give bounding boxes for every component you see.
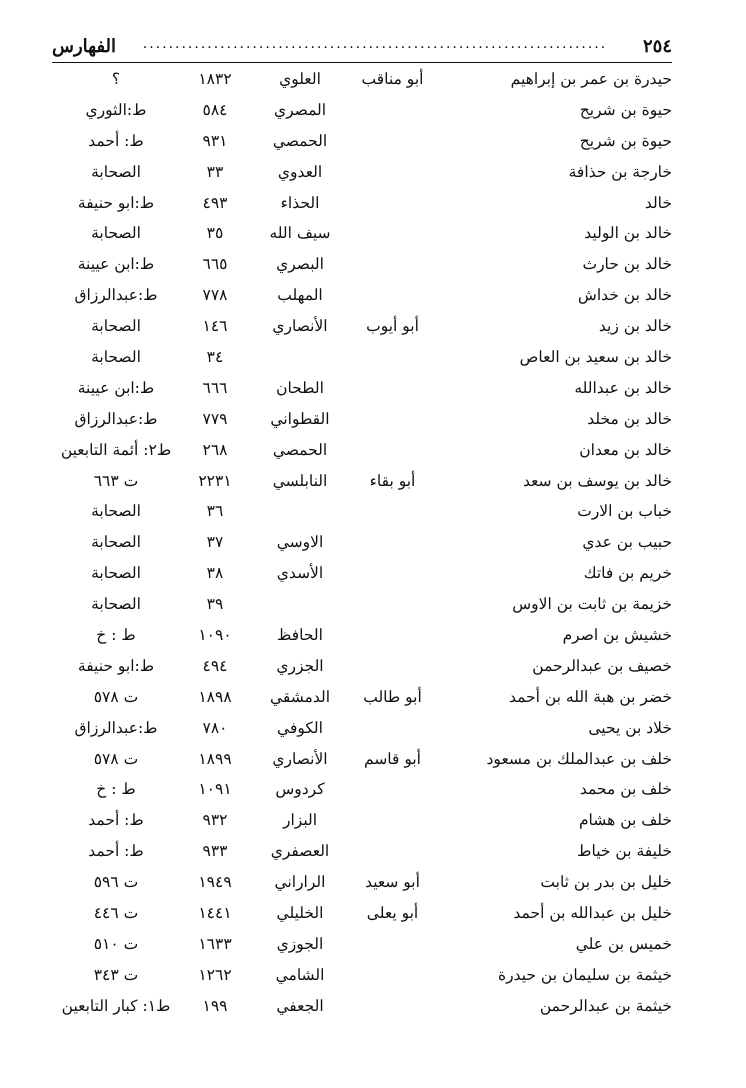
nisba: الجعفي xyxy=(276,996,324,1015)
source-class: ط: أحمد xyxy=(88,842,144,861)
table-row xyxy=(52,465,672,496)
entry-number: ١٩٩ xyxy=(202,996,228,1015)
person-name: حيوة بن شريح xyxy=(579,131,672,150)
entry-number: ٣٥ xyxy=(206,224,224,243)
person-name: خالد بن خداش xyxy=(577,286,672,305)
nisba: المصري xyxy=(273,100,327,119)
table-row xyxy=(52,588,672,619)
person-name: خشيش بن اصرم xyxy=(562,626,672,645)
person-name: خليل بن عبدالله بن أحمد xyxy=(513,904,672,923)
person-name: خالد بن عبدالله xyxy=(574,378,672,397)
table-row xyxy=(52,187,672,218)
source-class: ط:ابن عيينة xyxy=(77,378,155,397)
source-class: ت ٥٧٨ xyxy=(93,749,139,768)
person-name: حيدرة بن عمر بن إبراهيم xyxy=(510,70,672,88)
source-class: ط:ابو حنيفة xyxy=(77,656,155,675)
kunya: أبو قاسم xyxy=(364,749,421,768)
table-row xyxy=(52,94,672,125)
source-class: ط٢: أئمة التابعين xyxy=(60,440,172,459)
entry-number: ٥٨٤ xyxy=(202,100,228,119)
entry-number: ٦٦٥ xyxy=(202,255,228,274)
table-row xyxy=(52,310,672,341)
entry-number: ٤٩٣ xyxy=(202,193,228,212)
person-name: خيثمة بن سليمان بن حيدرة xyxy=(497,965,672,984)
table-row xyxy=(52,557,672,588)
source-class: الصحابة xyxy=(91,317,141,336)
source-class: ط : خ xyxy=(96,626,136,645)
person-name: حبيب بن عدي xyxy=(582,533,672,552)
table-row xyxy=(52,773,672,804)
table-row xyxy=(52,804,672,835)
table-row xyxy=(52,897,672,928)
source-class: الصحابة xyxy=(91,595,141,614)
source-class: ت ٥١٠ xyxy=(93,934,139,953)
person-name: خليل بن بدر بن ثابت xyxy=(540,873,672,892)
entry-number: ٣٦ xyxy=(206,502,224,521)
table-row xyxy=(52,156,672,187)
entry-number: ١٨٣٢ xyxy=(198,70,232,88)
person-name: خالد بن زيد xyxy=(598,317,672,336)
person-name: خالد بن معدان xyxy=(579,440,672,459)
nisba: الراراني xyxy=(274,873,326,892)
table-row xyxy=(52,341,672,372)
kunya: أبو طالب xyxy=(363,687,422,706)
table-row xyxy=(52,248,672,279)
source-class: الصحابة xyxy=(91,348,141,367)
nisba: العدوي xyxy=(277,162,323,181)
nisba: القطواني xyxy=(270,409,330,428)
nisba: الجزري xyxy=(276,656,324,675)
nisba: الأنصاري xyxy=(272,749,328,768)
table-row xyxy=(52,835,672,866)
kunya: أبو مناقب xyxy=(361,70,424,88)
table-row xyxy=(52,650,672,681)
entry-number: ٣٧ xyxy=(206,533,224,552)
entry-number: ٧٧٩ xyxy=(202,409,228,428)
source-class: ط: أحمد xyxy=(88,131,144,150)
running-title: الفهارس xyxy=(52,36,117,57)
person-name: خالد بن مخلد xyxy=(587,409,672,428)
page-header xyxy=(52,34,672,63)
kunya: أبو بقاء xyxy=(369,471,416,490)
person-name: خميس بن علي xyxy=(575,934,672,953)
source-class: ت ٥٧٨ xyxy=(93,687,139,706)
entry-number: ١٤٤١ xyxy=(198,904,232,923)
source-class: ط:عبدالرزاق xyxy=(74,409,158,428)
nisba: البزار xyxy=(282,811,318,830)
entry-number: ١٨٩٨ xyxy=(198,687,232,706)
entry-number: ٩٣١ xyxy=(202,131,228,150)
source-class: ط:عبدالرزاق xyxy=(74,718,158,737)
source-class: ط: أحمد xyxy=(88,811,144,830)
table-row xyxy=(52,526,672,557)
entry-number: ٢٦٨ xyxy=(202,440,228,459)
person-name: خضر بن هبة الله بن أحمد xyxy=(508,687,672,706)
nisba: الجوزي xyxy=(276,934,324,953)
source-class: ت ٦٦٣ xyxy=(93,471,139,490)
person-name: خيثمة بن عبدالرحمن xyxy=(539,996,672,1015)
source-class: الصحابة xyxy=(91,502,141,521)
nisba: الحمصي xyxy=(272,440,328,459)
source-class: ت ٤٤٦ xyxy=(93,904,139,923)
nisba: البصري xyxy=(276,255,324,274)
kunya: أبو يعلى xyxy=(366,904,419,923)
nisba: الكوفي xyxy=(277,718,323,737)
nisba: الشامي xyxy=(275,965,325,984)
person-name: خلف بن هشام xyxy=(578,811,672,830)
entry-number: ١٤٦ xyxy=(202,317,228,336)
nisba: الحمصي xyxy=(272,131,328,150)
table-row xyxy=(52,959,672,990)
table-row xyxy=(52,403,672,434)
nisba: الدمشقي xyxy=(269,687,331,706)
table-row xyxy=(52,495,672,526)
entry-number: ١٠٩٠ xyxy=(198,626,232,645)
entry-number: ٣٩ xyxy=(206,595,224,614)
person-name: خالد بن سعيد بن العاص xyxy=(519,348,672,367)
entry-number: ١٠٩١ xyxy=(198,780,232,799)
table-row xyxy=(52,712,672,743)
table-row xyxy=(52,125,672,156)
source-class: ط:الثوري xyxy=(85,100,147,119)
index-table xyxy=(52,63,672,1021)
entry-number: ١٢٦٢ xyxy=(198,965,232,984)
nisba: الأسدي xyxy=(276,564,324,583)
nisba: الحافظ xyxy=(277,626,323,645)
nisba: الأنصاري xyxy=(272,317,328,336)
source-class: الصحابة xyxy=(91,224,141,243)
entry-number: ٧٧٨ xyxy=(202,286,228,305)
person-name: خلف بن عبدالملك بن مسعود xyxy=(486,749,672,768)
person-name: خالد بن يوسف بن سعد xyxy=(522,471,672,490)
entry-number: ٤٩٤ xyxy=(202,656,228,675)
nisba: الطحان xyxy=(276,378,324,397)
person-name: خلاد بن يحيى xyxy=(588,718,672,737)
entry-number: ٩٣٢ xyxy=(202,811,228,830)
kunya: أبو أيوب xyxy=(366,317,419,336)
entry-number: ٣٨ xyxy=(206,564,224,583)
table-row xyxy=(52,681,672,712)
nisba: المهلب xyxy=(277,286,323,305)
person-name: خريم بن فاتك xyxy=(583,564,672,583)
nisba: الخليلي xyxy=(276,904,324,923)
table-row xyxy=(52,990,672,1021)
source-class: ت ٣٤٣ xyxy=(93,965,139,984)
table-row xyxy=(52,866,672,897)
leader-dots: ........................................................................ xyxy=(142,36,608,52)
entry-number: ٢٢٣١ xyxy=(198,471,232,490)
page-number: ٢٥٤ xyxy=(642,36,672,57)
table-row xyxy=(52,434,672,465)
person-name: خصيف بن عبدالرحمن xyxy=(532,656,672,675)
person-name: حيوة بن شريح xyxy=(579,100,672,119)
source-class: ط:عبدالرزاق xyxy=(74,286,158,305)
entry-number: ٧٨٠ xyxy=(202,718,228,737)
person-name: خزيمة بن ثابت بن الاوس xyxy=(512,595,672,614)
person-name: خلف بن محمد xyxy=(579,780,672,799)
source-class: ؟ xyxy=(111,70,121,88)
nisba: العلوي xyxy=(279,70,321,88)
nisba: الحذاء xyxy=(280,193,320,212)
table-row xyxy=(52,928,672,959)
person-name: خباب بن الارت xyxy=(577,502,672,521)
person-name: خارجة بن حذافة xyxy=(568,162,672,181)
index-page xyxy=(52,34,672,1021)
nisba: كردوس xyxy=(275,780,325,799)
entry-number: ٣٤ xyxy=(206,348,224,367)
nisba: العصفري xyxy=(270,842,330,861)
source-class: ط:ابن عيينة xyxy=(77,255,155,274)
nisba: النابلسي xyxy=(272,471,328,490)
person-name: خالد بن حارث xyxy=(582,255,672,274)
entry-number: ٩٣٣ xyxy=(202,842,228,861)
source-class: ط : خ xyxy=(96,780,136,799)
source-class: ت ٥٩٦ xyxy=(93,873,139,892)
source-class: الصحابة xyxy=(91,533,141,552)
table-row xyxy=(52,619,672,650)
table-row xyxy=(52,279,672,310)
source-class: ط:ابو حنيفة xyxy=(77,193,155,212)
source-class: الصحابة xyxy=(91,162,141,181)
table-row xyxy=(52,63,672,94)
table-row xyxy=(52,217,672,248)
nisba: سيف الله xyxy=(269,224,331,243)
nisba: الاوسي xyxy=(276,533,324,552)
person-name: خالد xyxy=(644,193,672,212)
entry-number: ١٩٤٩ xyxy=(198,873,232,892)
kunya: أبو سعيد xyxy=(365,873,420,892)
entry-number: ٣٣ xyxy=(206,162,224,181)
entry-number: ١٦٣٣ xyxy=(198,934,232,953)
person-name: خليفة بن خياط xyxy=(577,842,672,861)
source-class: الصحابة xyxy=(91,564,141,583)
person-name: خالد بن الوليد xyxy=(584,224,672,243)
table-row xyxy=(52,743,672,774)
entry-number: ١٨٩٩ xyxy=(198,749,232,768)
source-class: ط١: كبار التابعين xyxy=(61,996,171,1015)
entry-number: ٦٦٦ xyxy=(202,378,228,397)
table-row xyxy=(52,372,672,403)
